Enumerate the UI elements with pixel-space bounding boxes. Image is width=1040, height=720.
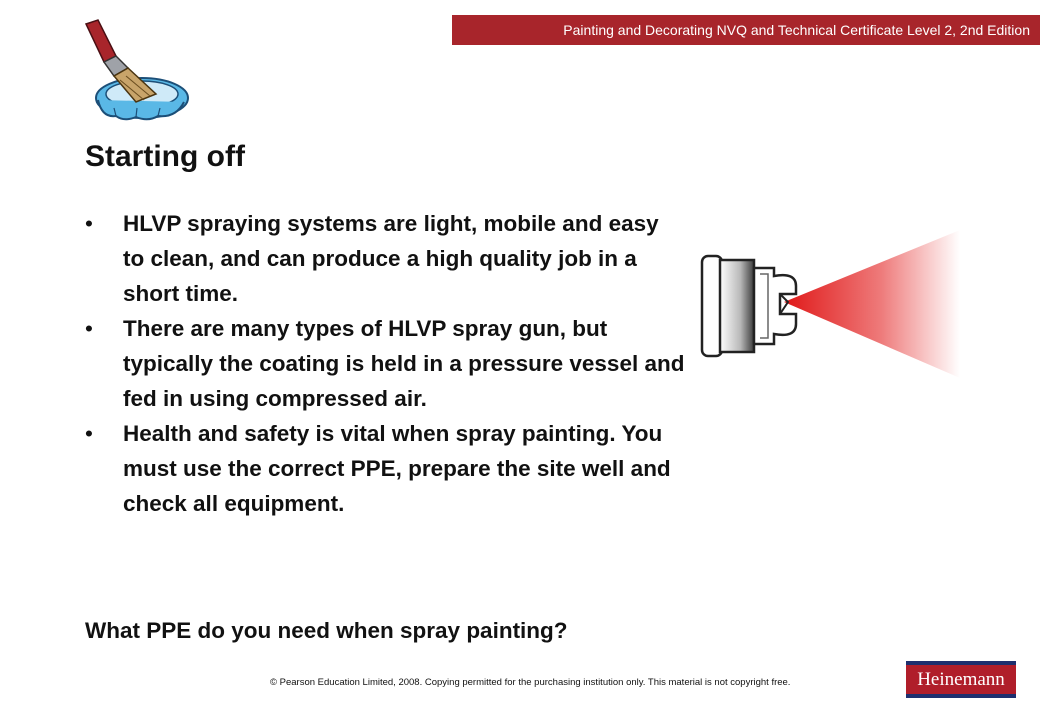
bullet-text: HLVP spraying systems are light, mobile and easy to clean, and can produce a high quality job in a short time. [123, 211, 659, 306]
bullet-item [85, 206, 685, 311]
bullet-marker: • [85, 211, 93, 236]
bullet-marker: • [85, 421, 93, 446]
discussion-question: What PPE do you need when spray painting? [85, 618, 568, 643]
bullet-text: Health and safety is vital when spray painting. You must use the correct PPE, prepare the site well and check all equipment. [123, 421, 671, 516]
book-title: Painting and Decorating NVQ and Technical Certificate Level 2, 2nd Edition [563, 22, 1030, 38]
copyright-notice: © Pearson Education Limited, 2008. Copying permitted for the purchasing institution only. This material is not copyright free. [270, 677, 791, 688]
publisher-name: Heinemann [917, 669, 1005, 690]
bullet-item [85, 416, 685, 521]
bullet-item [85, 311, 685, 416]
spray-gun-nozzle-icon [700, 228, 962, 380]
publisher-logo [906, 661, 1016, 698]
header-bar [452, 15, 1040, 45]
slide-title: Starting off [85, 140, 245, 173]
bullet-marker: • [85, 316, 93, 341]
paintbrush-in-paint-tin-icon [80, 18, 198, 122]
bullet-text: There are many types of HLVP spray gun, but typically the coating is held in a pressure vessel and fed in using compressed air. [123, 316, 685, 411]
bullet-list [85, 206, 685, 521]
